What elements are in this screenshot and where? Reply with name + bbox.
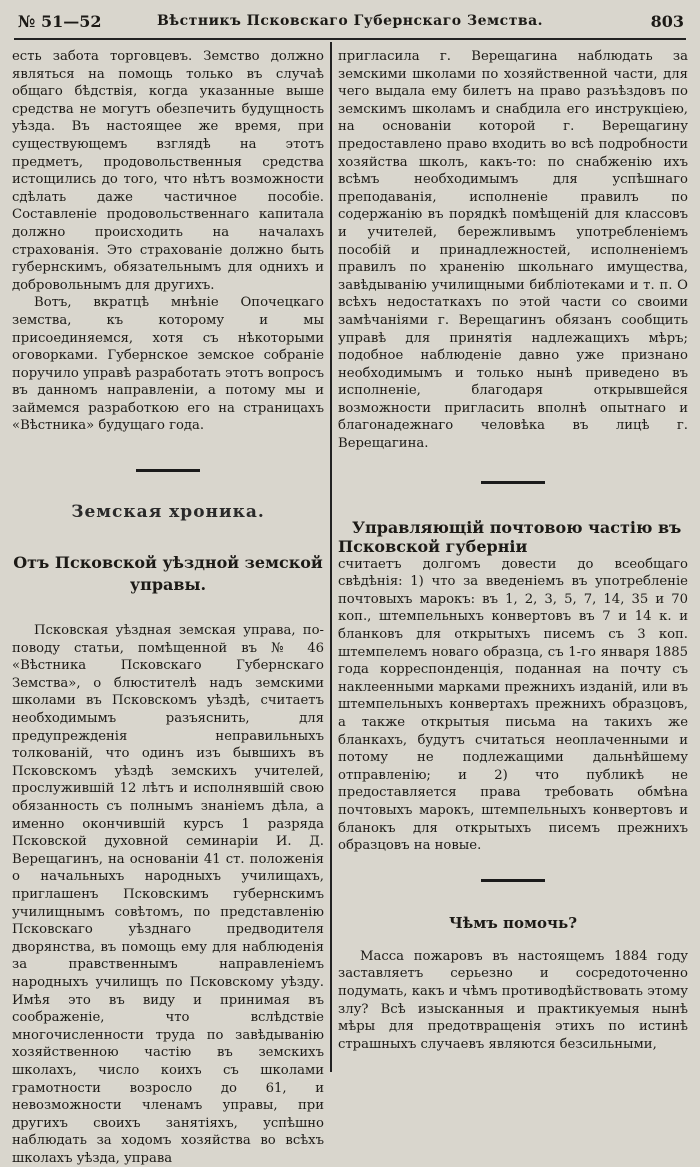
header-rule <box>14 38 686 40</box>
journal-title: Вѣстникъ Псковскаго Губернскаго Земства. <box>156 13 544 29</box>
right-paragraph-1: пригласила г. Верещагина наблюдать за земскими школами по хозяйственной части, для чего выдала ему билетъ на право разъѣздовъ по земскимъ школамъ и снабдила его инструкціею, на основаніи которой г. Верещагину предоставлено право входить во всѣ подробности хозяйства школъ, какъ-то: по снабженію ихъ всѣмъ необходимымъ для успѣшнаго преподаванія, исполненіе правилъ по содержанію въ порядкѣ помѣщеній для классовъ и учителей, бережливымъ употребленіемъ пособій и принадлежностей, исполненіемъ правилъ по храненію школьнаго имущества, завѣдыванію училищными библіотеками и т. п. О всѣхъ недостаткахъ по этой части со своими замѣчаніями г. Верещагинъ обязанъ сообщить управѣ для принятія надлежащихъ мѣръ; подобное наблюденіе давно уже признано необходимымъ и только нынѣ приведено въ исполненіе, благодаря открывшейся возможности пригласить вполнѣ опытнаго и благонадежнаго человѣка въ лицѣ г. Верещагина. <box>338 49 688 452</box>
postal-notice: считаетъ долгомъ довести до всеобщаго свѣдѣнія: 1) что за введеніемъ въ употребленіе почтовыхъ марокъ: въ 1, 2, 3, 5, 7, 14, 35 и 70 коп., штемпельныхъ конвертовъ въ 7 и 14 к. и бланковъ для открытыхъ писемъ съ 3 коп. штемпелемъ новаго образца, съ 1-го января 1885 года корреспонденція, поданная на почту съ наклеенными марками прежнихъ изданій, или въ штемпельныхъ конвертахъ прежнихъ образцовъ, а также открытыя письма на такихъ же бланкахъ, будутъ считаться неоплаченными и потому не подлежащими дальнѣйшему отправленію; и 2) что публикѣ не предоставляется права требовать обмѣна почтовыхъ марокъ, штемпельныхъ конвертовъ и бланокъ для открытыхъ писемъ прежнихъ образцовъ на новые. <box>338 556 688 854</box>
issue-number: № 51—52 <box>18 12 102 31</box>
left-paragraph-1: есть забота торговцевъ. Земство должно являться на помощь только въ случаѣ общаго бѣдствія, когда указанные выше средства не могутъ обезпечить будущность уѣзда. Въ настоящее же время, при существующемъ взглядѣ на этотъ предметъ, продовольственныя средства истощились до того, что нѣтъ возможности сдѣлать даже частичное пособіе. Составленіе продовольственнаго капитала должно происходить на началахъ страхованія. Это страхованіе должно быть губернскимъ, обязательнымъ для однихъ и добровольнымъ для другихъ. <box>12 49 324 293</box>
left-column <box>12 48 324 1167</box>
postal-heading: Управляющій почтовою частію въ Псковской губерніи <box>338 517 682 556</box>
left-paragraph-2: Вотъ, вкратцѣ мнѣніе Опочецкаго земства, къ которому и мы присоединяемся, хотя съ нѣкоторыми оговорками. Губернское земское собраніе поручило управѣ разработать этотъ вопросъ въ данномъ направленіи, а потому мы и займемся разработкою его на страницахъ «Вѣстника» будущаго года. <box>12 295 324 434</box>
page-header <box>14 10 686 36</box>
right-column <box>338 48 688 1053</box>
page-number: 803 <box>650 12 684 31</box>
help-heading: Чѣмъ помочь? <box>449 913 577 932</box>
section-title: Земская хроника. <box>71 502 265 523</box>
subsection-title: Отъ Псковской уѣздной земской управы. <box>13 553 323 595</box>
column-divider <box>330 42 332 1072</box>
left-paragraph-3: Псковская уѣздная земская управа, по-поводу статьи, помѣщенной въ № 46 «Вѣстника Псковскаго Губернскаго Земства», о блюстителѣ надъ земскими школами въ Псковскомъ уѣздѣ, считаетъ необходимымъ разъяснить, для предупрежденія неправильныхъ толкованій, что одинъ изъ бывшихъ въ Псковскомъ уѣздѣ земскихъ учителей, прослужившій 12 лѣтъ и исполнявшій свою обязанность съ полнымъ знаніемъ дѣла, а именно окончившій курсъ 1 разряда Псковской духовной семинаріи И. Д. Верещагинъ, на основаніи 41 ст. положенія о начальныхъ народныхъ училищахъ, приглашенъ Псковскимъ губернскимъ училищнымъ совѣтомъ, по представленію Псковскаго уѣзднаго предводителя дворянства, въ помощь ему для наблюденія за правственнымъ направленіемъ народныхъ училищъ по Псковскому уѣзду. Имѣя это въ виду и принимая въ соображеніе, что вслѣдствіе многочисленности труда по завѣдыванію хозяйственною частію въ земскихъ школахъ, число коихъ съ школами грамотности возросло до 61, и невозможности членамъ управы, при другихъ своихъ занятіяхъ, успѣшно наблюдать за ходомъ хозяйства во всѣхъ школахъ уѣзда, управа <box>12 623 324 1166</box>
help-paragraph: Масса пожаровъ въ настоящемъ 1884 году заставляетъ серьезно и сосредоточенно подумать, какъ и чѣмъ противодѣйствовать этому злу? Всѣ изысканныя и практикуемыя нынѣ мѣры для предотвращенія этихъ по истинѣ страшныхъ случаевъ являются безсильными, <box>338 948 688 1052</box>
